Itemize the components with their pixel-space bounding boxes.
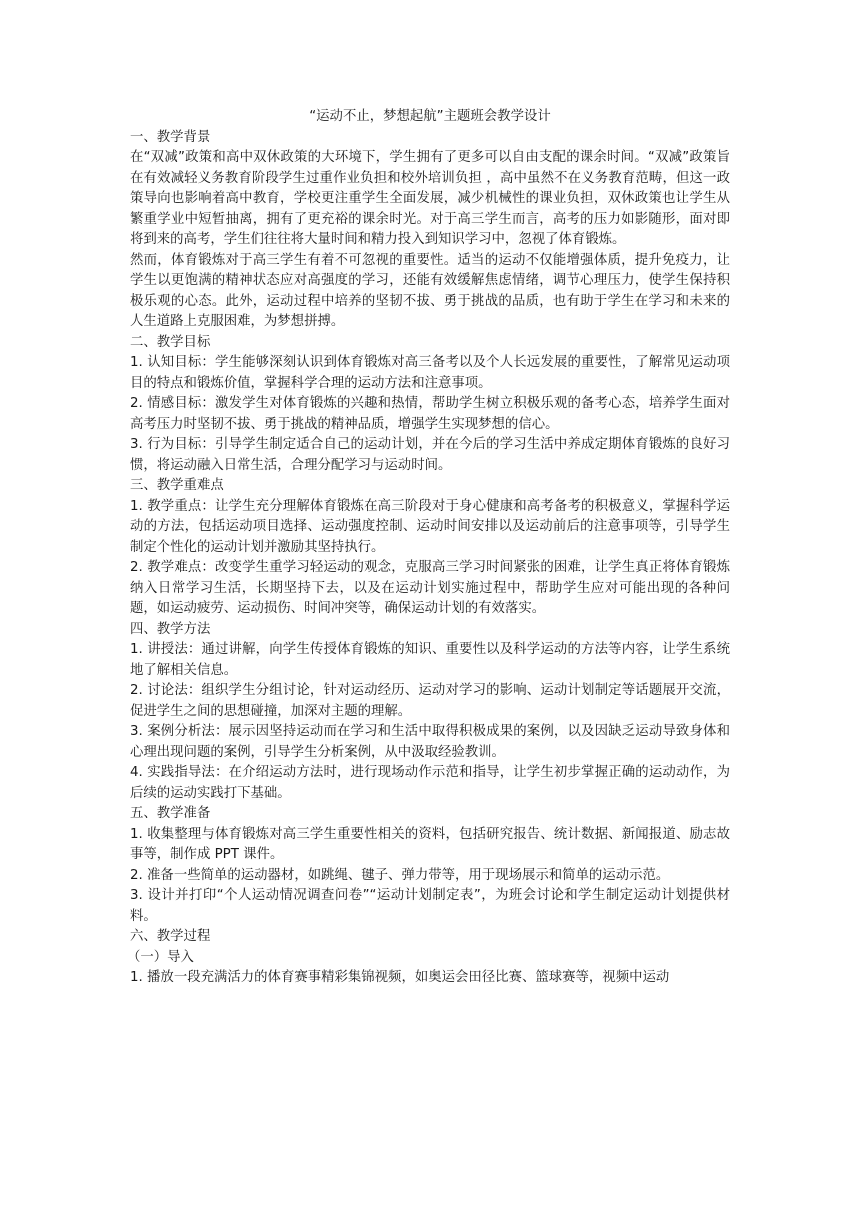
- list-item: 3. 案例分析法：展示因坚持运动而在学习和生活中取得积极成果的案例，以及因缺乏运动导致身体和心理出现问题的案例，引导学生分析案例，从中汲取经验教训。: [130, 724, 730, 760]
- subsection-heading-intro: （一）导入: [127, 949, 194, 965]
- paragraph: 在“双减”政策和高中双休政策的大环境下，学生拥有了更多可以自由支配的课余时间。“双减”政策旨在有效减轻义务教育阶段学生过重作业负担和校外培训负担 ，高中虽然不在义务教育范畴，但这一政策导向也影响着高中教育，学校更注重学生全面发展，减少机械性的课业负担，双休政策也让学生从繁重学业中短暂抽离，拥有了更充裕的课余时光。对于高三学生而言，高考的压力如影随形，面对即将到来的高考，学生们往往将大量时间和精力投入到知识学习中，忽视了体育锻炼。: [130, 150, 730, 247]
- list-item: 3. 行为目标：引导学生制定适合自己的运动计划，并在今后的学习生活中养成定期体育锻炼的良好习惯，将运动融入日常生活，合理分配学习与运动时间。: [130, 437, 730, 473]
- list-item: 2. 教学难点：改变学生重学习轻运动的观念，克服高三学习时间紧张的困难，让学生真正将体育锻炼纳入日常学习生活，长期坚持下去，以及在运动计划实施过程中，帮助学生应对可能出现的各种问题，如运动疲劳、运动损伤、时间冲突等，确保运动计划的有效落实。: [130, 560, 730, 616]
- list-item: 1. 播放一段充满活力的体育赛事精彩集锦视频，如奥运会田径比赛、篮球赛等，视频中运动: [130, 970, 670, 985]
- section-heading-preparation: 五、教学准备: [130, 806, 211, 821]
- list-item: 4. 实践指导法：在介绍运动方法时，进行现场动作示范和指导，让学生初步掌握正确的运动动作，为后续的运动实践打下基础。: [130, 765, 730, 801]
- list-item: 1. 讲授法：通过讲解，向学生传授体育锻炼的知识、重要性以及科学运动的方法等内容，让学生系统地了解相关信息。: [130, 642, 730, 678]
- section-heading-background: 一、教学背景: [130, 129, 211, 145]
- list-item: 2. 准备一些简单的运动器材，如跳绳、毽子、弹力带等，用于现场展示和简单的运动示范。: [130, 867, 670, 883]
- list-item: 1. 收集整理与体育锻炼对高三学生重要性相关的资料，包括研究报告、统计数据、新闻报道、励志故事等，制作成 PPT 课件。: [130, 826, 730, 862]
- section-heading-objectives: 二、教学目标: [130, 334, 211, 350]
- list-item: 2. 讨论法：组织学生分组讨论，针对运动经历、运动对学习的影响、运动计划制定等话题展开交流，促进学生之间的思想碰撞，加深对主题的理解。: [130, 683, 730, 719]
- document-body: [127, 107, 730, 989]
- section-heading-key-points: 三、教学重难点: [130, 478, 224, 493]
- section-heading-process: 六、教学过程: [130, 929, 211, 944]
- section-heading-methods: 四、教学方法: [130, 621, 211, 637]
- list-item: 1. 教学重点：让学生充分理解体育锻炼在高三阶段对于身心健康和高考备考的积极意义，掌握科学运动的方法，包括运动项目选择、运动强度控制、运动时间安排以及运动前后的注意事项等，引导学生制定个性化的运动计划并激励其坚持执行。: [130, 498, 730, 555]
- list-item: 1. 认知目标：学生能够深刻认识到体育锻炼对高三备考以及个人长远发展的重要性，了解常见运动项目的特点和锻炼价值，掌握科学合理的运动方法和注意事项。: [130, 355, 730, 391]
- list-item: 3. 设计并打印“个人运动情况调查问卷”“运动计划制定表”，为班会讨论和学生制定运动计划提供材料。: [130, 888, 730, 924]
- list-item: 2. 情感目标：激发学生对体育锻炼的兴趣和热情，帮助学生树立积极乐观的备考心态，培养学生面对高考压力时坚韧不拔、勇于挑战的精神品质，增强学生实现梦想的信心。: [130, 396, 730, 432]
- document-title: “运动不止，梦想起航”主题班会教学设计: [309, 109, 551, 124]
- paragraph: 然而，体育锻炼对于高三学生有着不可忽视的重要性。适当的运动不仅能增强体质，提升免疫力，让学生以更饱满的精神状态应对高强度的学习，还能有效缓解焦虑情绪，调节心理压力，使学生保持积极乐观的心态。此外，运动过程中培养的坚韧不拔、勇于挑战的品质，也有助于学生在学习和未来的人生道路上克服困难，为梦想拼搏。: [130, 252, 730, 329]
